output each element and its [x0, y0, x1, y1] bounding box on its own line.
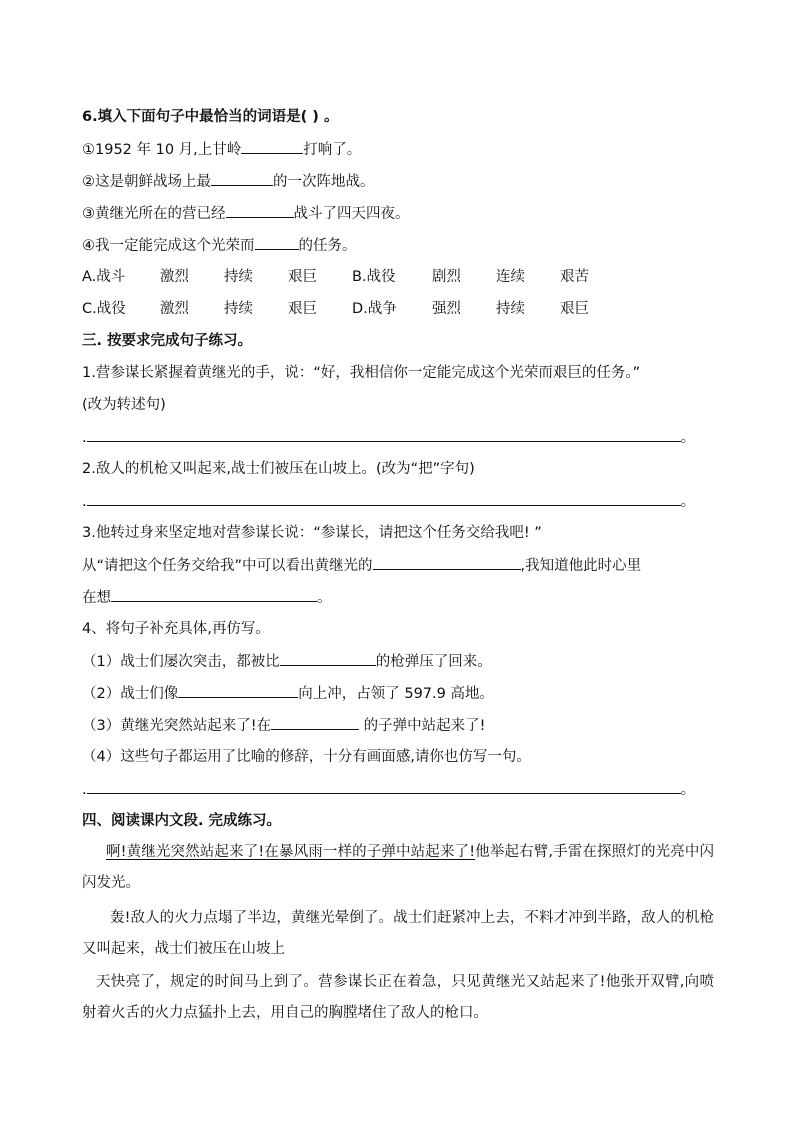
s3-q4-2-post: 向上冲，占领了 597.9 高地。 — [298, 686, 494, 702]
s3-q4-item-1 — [82, 651, 492, 672]
answer-rule[interactable] — [87, 779, 681, 794]
option-label[interactable]: A.战斗 — [82, 269, 126, 285]
option-word: 强烈 — [432, 301, 461, 317]
option-label[interactable]: C.战役 — [82, 301, 126, 317]
underlined-sentence: 啊!黄继光突然站起来了!在暴风雨一样的子弹中站起来了! — [106, 844, 476, 860]
fill-blank[interactable] — [211, 171, 273, 186]
answer-suffix: 。 — [680, 430, 696, 446]
s3-q3-line3 — [82, 587, 332, 608]
fill-blank[interactable] — [241, 139, 303, 154]
q6-s1-pre: ①1952 年 10 月,上甘岭 — [82, 142, 242, 158]
s3-q4-1-post: 的枪弹压了回来。 — [375, 654, 492, 670]
q6-s4-pre: ④我一定能完成这个光荣而 — [82, 238, 255, 254]
s3-q3-line3-pre: 在想 — [82, 590, 111, 606]
option-word: 艰巨 — [288, 269, 317, 285]
q6-options-row-1 — [82, 267, 714, 287]
answer-line-q1[interactable] — [82, 427, 695, 448]
s3-q4-3-pre: （3）黄继光突然站起来了!在 — [82, 718, 272, 734]
q6-s4-post: 的任务。 — [298, 238, 357, 254]
q6-sentence-4 — [82, 235, 357, 256]
answer-prefix: . — [82, 430, 87, 446]
s3-q1-text: 1.营参谋长紧握着黄继光的手，说：“好，我相信你一定能完成这个光荣而艰巨的任务。” — [82, 365, 641, 381]
option-word: 持续 — [224, 269, 253, 285]
paragraph-text: 他举起右臂,手雷在探照灯的光亮中闪闪发光。 — [82, 844, 715, 891]
s3-q3-line2 — [82, 555, 641, 576]
reading-paragraph-1 — [82, 837, 714, 899]
option-word: 持续 — [224, 301, 253, 317]
fill-blank[interactable] — [271, 715, 359, 730]
option-word: 激烈 — [160, 269, 189, 285]
fill-blank[interactable] — [280, 651, 376, 666]
answer-suffix: 。 — [680, 782, 696, 798]
q6-sentence-1 — [82, 139, 361, 160]
fill-blank[interactable] — [373, 555, 521, 570]
option-label[interactable]: B.战役 — [352, 269, 396, 285]
option-word: 艰巨 — [288, 301, 317, 317]
option-word: 艰苦 — [560, 269, 589, 285]
s3-q4-item-2 — [82, 683, 494, 704]
q6-sentence-2 — [82, 171, 375, 192]
q6-s2-pre: ②这是朝鲜战场上最 — [82, 174, 211, 190]
q6-s3-post: 战斗了四天四夜。 — [293, 206, 410, 222]
option-label[interactable]: D.战争 — [352, 301, 397, 317]
answer-rule[interactable] — [87, 491, 681, 506]
answer-prefix: . — [82, 494, 87, 510]
s3-q4-2-pre: （2）战士们像 — [82, 686, 179, 702]
option-word: 持续 — [496, 301, 525, 317]
reading-paragraph-3: 天快亮了，规定的时间马上到了。营参谋长正在着急，只见黄继光又站起来了!他张开双臂,向喷射着火舌的火力点猛扑上去，用自己的胸膛堵住了敌人的枪口。 — [82, 974, 714, 1021]
answer-prefix: . — [82, 782, 87, 798]
s3-q3-line2-post: ,我知道他此时心里 — [520, 558, 642, 574]
answer-line-q2[interactable] — [82, 491, 695, 512]
reading-paragraph-2: 轰!敌人的火力点塌了半边，黄继光晕倒了。战士们赶紧冲上去，不料才冲到半路，敌人的机枪又叫起来，战士们被压在山坡上 — [82, 910, 714, 957]
s3-q4-title: 4、将句子补充具体,再仿写。 — [82, 621, 270, 637]
option-word: 剧烈 — [432, 269, 461, 285]
answer-rule[interactable] — [87, 427, 681, 442]
section-3-heading: 三. 按要求完成句子练习。 — [82, 333, 253, 349]
fill-blank[interactable] — [111, 587, 317, 602]
s3-q4-item-3 — [82, 715, 485, 736]
q6-title: 6.填入下面句子中最恰当的词语是( ) 。 — [82, 109, 339, 125]
option-word: 艰巨 — [560, 301, 589, 317]
option-word: 激烈 — [160, 301, 189, 317]
s3-q4-1-pre: （1）战士们屡次突击，都被比 — [82, 654, 280, 670]
s3-q3-line2-pre: 从“请把这个任务交给我”中可以看出黄继光的 — [82, 558, 373, 574]
q6-s3-pre: ③黄继光所在的营已经 — [82, 206, 226, 222]
s3-q4-3-post: 的子弹中站起来了! — [359, 718, 486, 734]
q6-s2-post: 的一次阵地战。 — [273, 174, 375, 190]
option-word: 连续 — [496, 269, 525, 285]
s3-q3-text: 3.他转过身来坚定地对营参谋长说：“参谋长，请把这个任务交给我吧! ” — [82, 525, 542, 541]
q6-sentence-3 — [82, 203, 410, 224]
section-4-heading: 四、阅读课内文段. 完成练习。 — [82, 813, 282, 829]
q6-options-row-2 — [82, 299, 714, 319]
fill-blank[interactable] — [255, 235, 299, 250]
s3-q4-item-4: （4）这些句子都运用了比喻的修辞，十分有画面感,请你也仿写一句。 — [82, 749, 531, 765]
s3-q2-text: 2.敌人的机枪又叫起来,战士们被压在山坡上。(改为“把”字句) — [82, 461, 475, 477]
answer-suffix: 。 — [680, 494, 696, 510]
fill-blank[interactable] — [226, 203, 294, 218]
s3-q3-line3-post: 。 — [317, 590, 332, 606]
q6-s1-post: 打响了。 — [303, 142, 362, 158]
s3-q1-instruction: (改为转述句) — [82, 397, 166, 413]
answer-line-q4[interactable] — [82, 779, 695, 800]
fill-blank[interactable] — [178, 683, 298, 698]
